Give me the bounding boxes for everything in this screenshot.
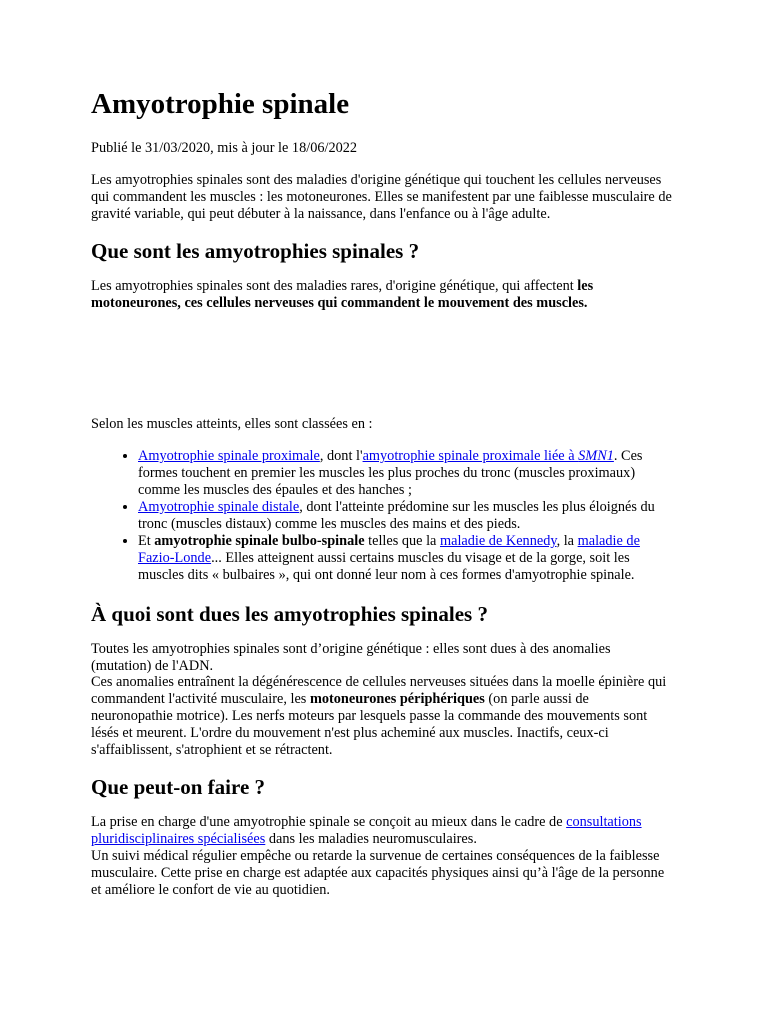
intro-paragraph: Les amyotrophies spinales sont des maladies d'origine génétique qui touchent les cellules nerveuses qui commandent les muscles : les motoneurones. Elles se manifestent par une faiblesse musculaire de gravité variable, qui peut débuter à la naissance, dans l'enfance ou à l'âge adulte. <box>91 171 672 222</box>
causes-paragraph <box>91 641 672 759</box>
list-item-text: telles que la <box>364 532 440 549</box>
link-maladie-de-kennedy[interactable]: maladie de Kennedy <box>439 532 557 549</box>
list-item-text: , dont l' <box>319 448 363 465</box>
definition-text: Les amyotrophies spinales sont des maladies rares, d'origine génétique, qui affectent <box>91 277 578 294</box>
causes-text-3: (on parle aussi de neuronopathie motrice). Les nerfs moteurs par lesquels passe la commande des mouvements sont lésés et meurent. L'ordre du mouvement n'est plus acheminé aux muscles. Inactifs, ceux-ci s'affaiblissent, s'atrophient et se rétractent. <box>91 691 648 759</box>
link-consultations-pluridisciplinaires[interactable]: consultations pluridisciplinaires spécialisées <box>91 813 642 847</box>
link-italic-gene: SMN1 <box>578 448 614 465</box>
list-item <box>138 499 672 533</box>
section-heading-what-are: Que sont les amyotrophies spinales ? <box>91 238 420 263</box>
section-heading-what-to-do: Que peut-on faire ? <box>91 774 266 799</box>
page-title: Amyotrophie spinale <box>91 88 350 120</box>
list-item <box>138 533 672 584</box>
link-text: amyotrophie spinale proximale liée à <box>362 448 579 465</box>
care-text-1: La prise en charge d'une amyotrophie spinale se conçoit au mieux dans le cadre de <box>91 813 567 830</box>
blank-space <box>91 326 672 416</box>
care-text-3: Un suivi médical régulier empêche ou retarde la survenue de certaines conséquences de la faiblesse musculaire. Cette prise en charge est adaptée aux capacités physiques ainsi qu’à l'âge de la personne et améliore le confort de vie au quotidien. <box>91 847 665 898</box>
link-amyotrophie-spinale-proximale[interactable]: Amyotrophie spinale proximale <box>138 448 320 465</box>
definition-bold-text: les motoneurones, ces cellules nerveuses qui commandent le mouvement des muscles. <box>91 277 594 311</box>
definition-paragraph <box>91 278 672 312</box>
care-paragraph <box>91 814 672 899</box>
classification-list <box>91 448 672 583</box>
list-item-text: ... Elles atteignent aussi certains muscles du visage et de la gorge, soit les muscles dits « bulbaires », qui ont donné leur nom à ces formes d'amyotrophie spinale. <box>138 549 635 583</box>
list-item-text: , dont l'atteinte prédomine sur les muscles les plus éloignés du tronc (muscles distaux) comme les muscles des mains et des pieds. <box>138 499 655 532</box>
section-heading-causes: À quoi sont dues les amyotrophies spinales ? <box>91 601 488 626</box>
list-item-text: . Ces formes touchent en premier les muscles les plus proches du tronc (muscles proximaux) comme les muscles des épaules et des hanches ; <box>138 448 643 499</box>
link-amyotrophie-smn1[interactable] <box>363 448 614 464</box>
link-maladie-de-fazio-londe[interactable]: maladie de Fazio-Londe <box>138 532 640 566</box>
list-item-text: , la <box>556 532 578 549</box>
care-text-2: dans les maladies neuromusculaires. <box>265 830 477 847</box>
list-item-bold: amyotrophie spinale bulbo-spinale <box>154 532 365 549</box>
link-amyotrophie-spinale-distale[interactable]: Amyotrophie spinale distale <box>138 499 300 516</box>
causes-text-1: Toutes les amyotrophies spinales sont d’origine génétique : elles sont dues à des anomalies (mutation) de l'ADN. <box>91 640 611 674</box>
causes-bold-text: motoneurones périphériques <box>309 691 485 708</box>
list-item-text: Et <box>138 532 155 549</box>
list-item <box>138 448 672 499</box>
causes-text-2: Ces anomalies entraînent la dégénérescence de cellules nerveuses situées dans la moelle épinière qui commandent l'activité musculaire, les <box>91 674 667 708</box>
classification-intro: Selon les muscles atteints, elles sont classées en : <box>91 416 373 433</box>
publication-date: Publié le 31/03/2020, mis à jour le 18/06/2022 <box>91 140 358 156</box>
